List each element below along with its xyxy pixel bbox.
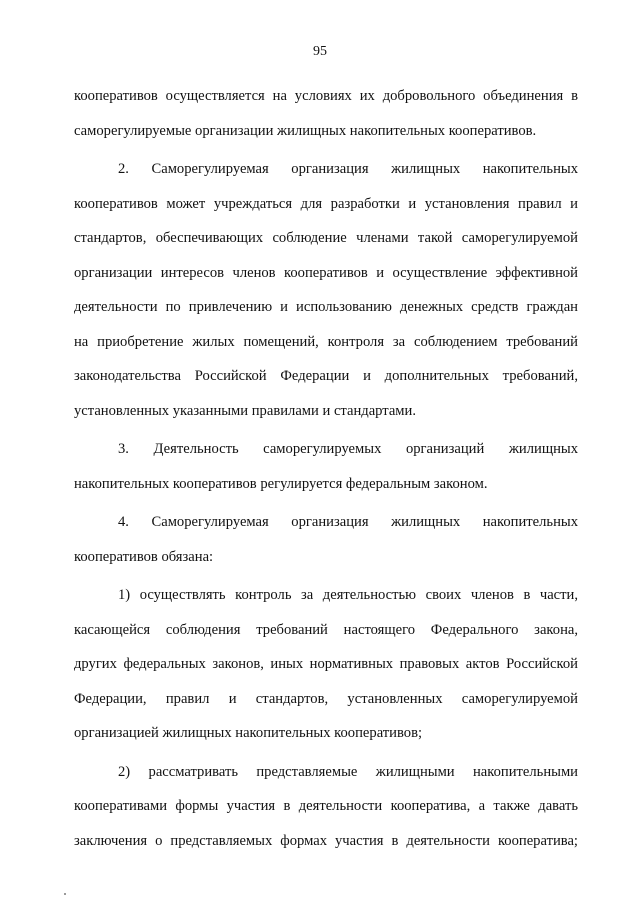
text-line: накопительных кооперативов регулируется федеральным законом. [74, 475, 488, 492]
text-line: установленных указанными правилами и стандартами. [74, 402, 416, 419]
paragraph-continuation [74, 79, 578, 148]
page-number: 95 [313, 44, 327, 59]
paragraph-item-4 [74, 505, 578, 574]
text-line: стандартов, обеспечивающих соблюдение членами такой саморегулируемой [74, 230, 578, 246]
text-line: 4. Саморегулируемая организация жилищных накопительных [118, 514, 578, 530]
text-line: 1) осуществлять контроль за деятельностью своих членов в части, [118, 587, 578, 603]
subitem-1 [74, 578, 578, 751]
text-line: кооперативов может учреждаться для разработки и установления правил и [74, 195, 578, 212]
paragraph-item-3 [74, 432, 578, 501]
scan-speck [64, 893, 66, 895]
text-line: 2) рассматривать представляемые жилищными накопительными [118, 763, 578, 780]
text-line: организации интересов членов кооперативов и осуществление эффективной [74, 264, 578, 281]
text-line: касающейся соблюдения требований настоящего Федерального закона, [74, 621, 578, 638]
text-line: 3. Деятельность саморегулируемых организаций жилищных [118, 441, 578, 457]
text-line: законодательства Российской Федерации и дополнительных требований, [74, 368, 578, 384]
text-line: кооперативов осуществляется на условиях их добровольного объединения в [74, 88, 578, 104]
text-line: кооперативами формы участия в деятельности кооператива, а также давать [74, 798, 578, 814]
text-line: Федерации, правил и стандартов, установленных саморегулируемой [74, 690, 578, 707]
text-line: кооперативов обязана: [74, 548, 214, 565]
text-line: деятельности по привлечению и использованию денежных средств граждан [74, 299, 578, 315]
text-line: заключения о представляемых формах участия в деятельности кооператива; [74, 832, 578, 849]
text-line: на приобретение жилых помещений, контроля за соблюдением требований [74, 333, 578, 350]
document-body [74, 79, 578, 858]
subitem-2 [74, 755, 578, 859]
text-line: организацией жилищных накопительных кооперативов; [74, 725, 423, 741]
text-line: других федеральных законов, иных нормативных правовых актов Российской [74, 656, 578, 672]
text-line: 2. Саморегулируемая организация жилищных накопительных [118, 161, 578, 177]
text-line: саморегулируемые организации жилищных накопительных кооперативов. [74, 122, 537, 139]
paragraph-item-2 [74, 152, 578, 428]
